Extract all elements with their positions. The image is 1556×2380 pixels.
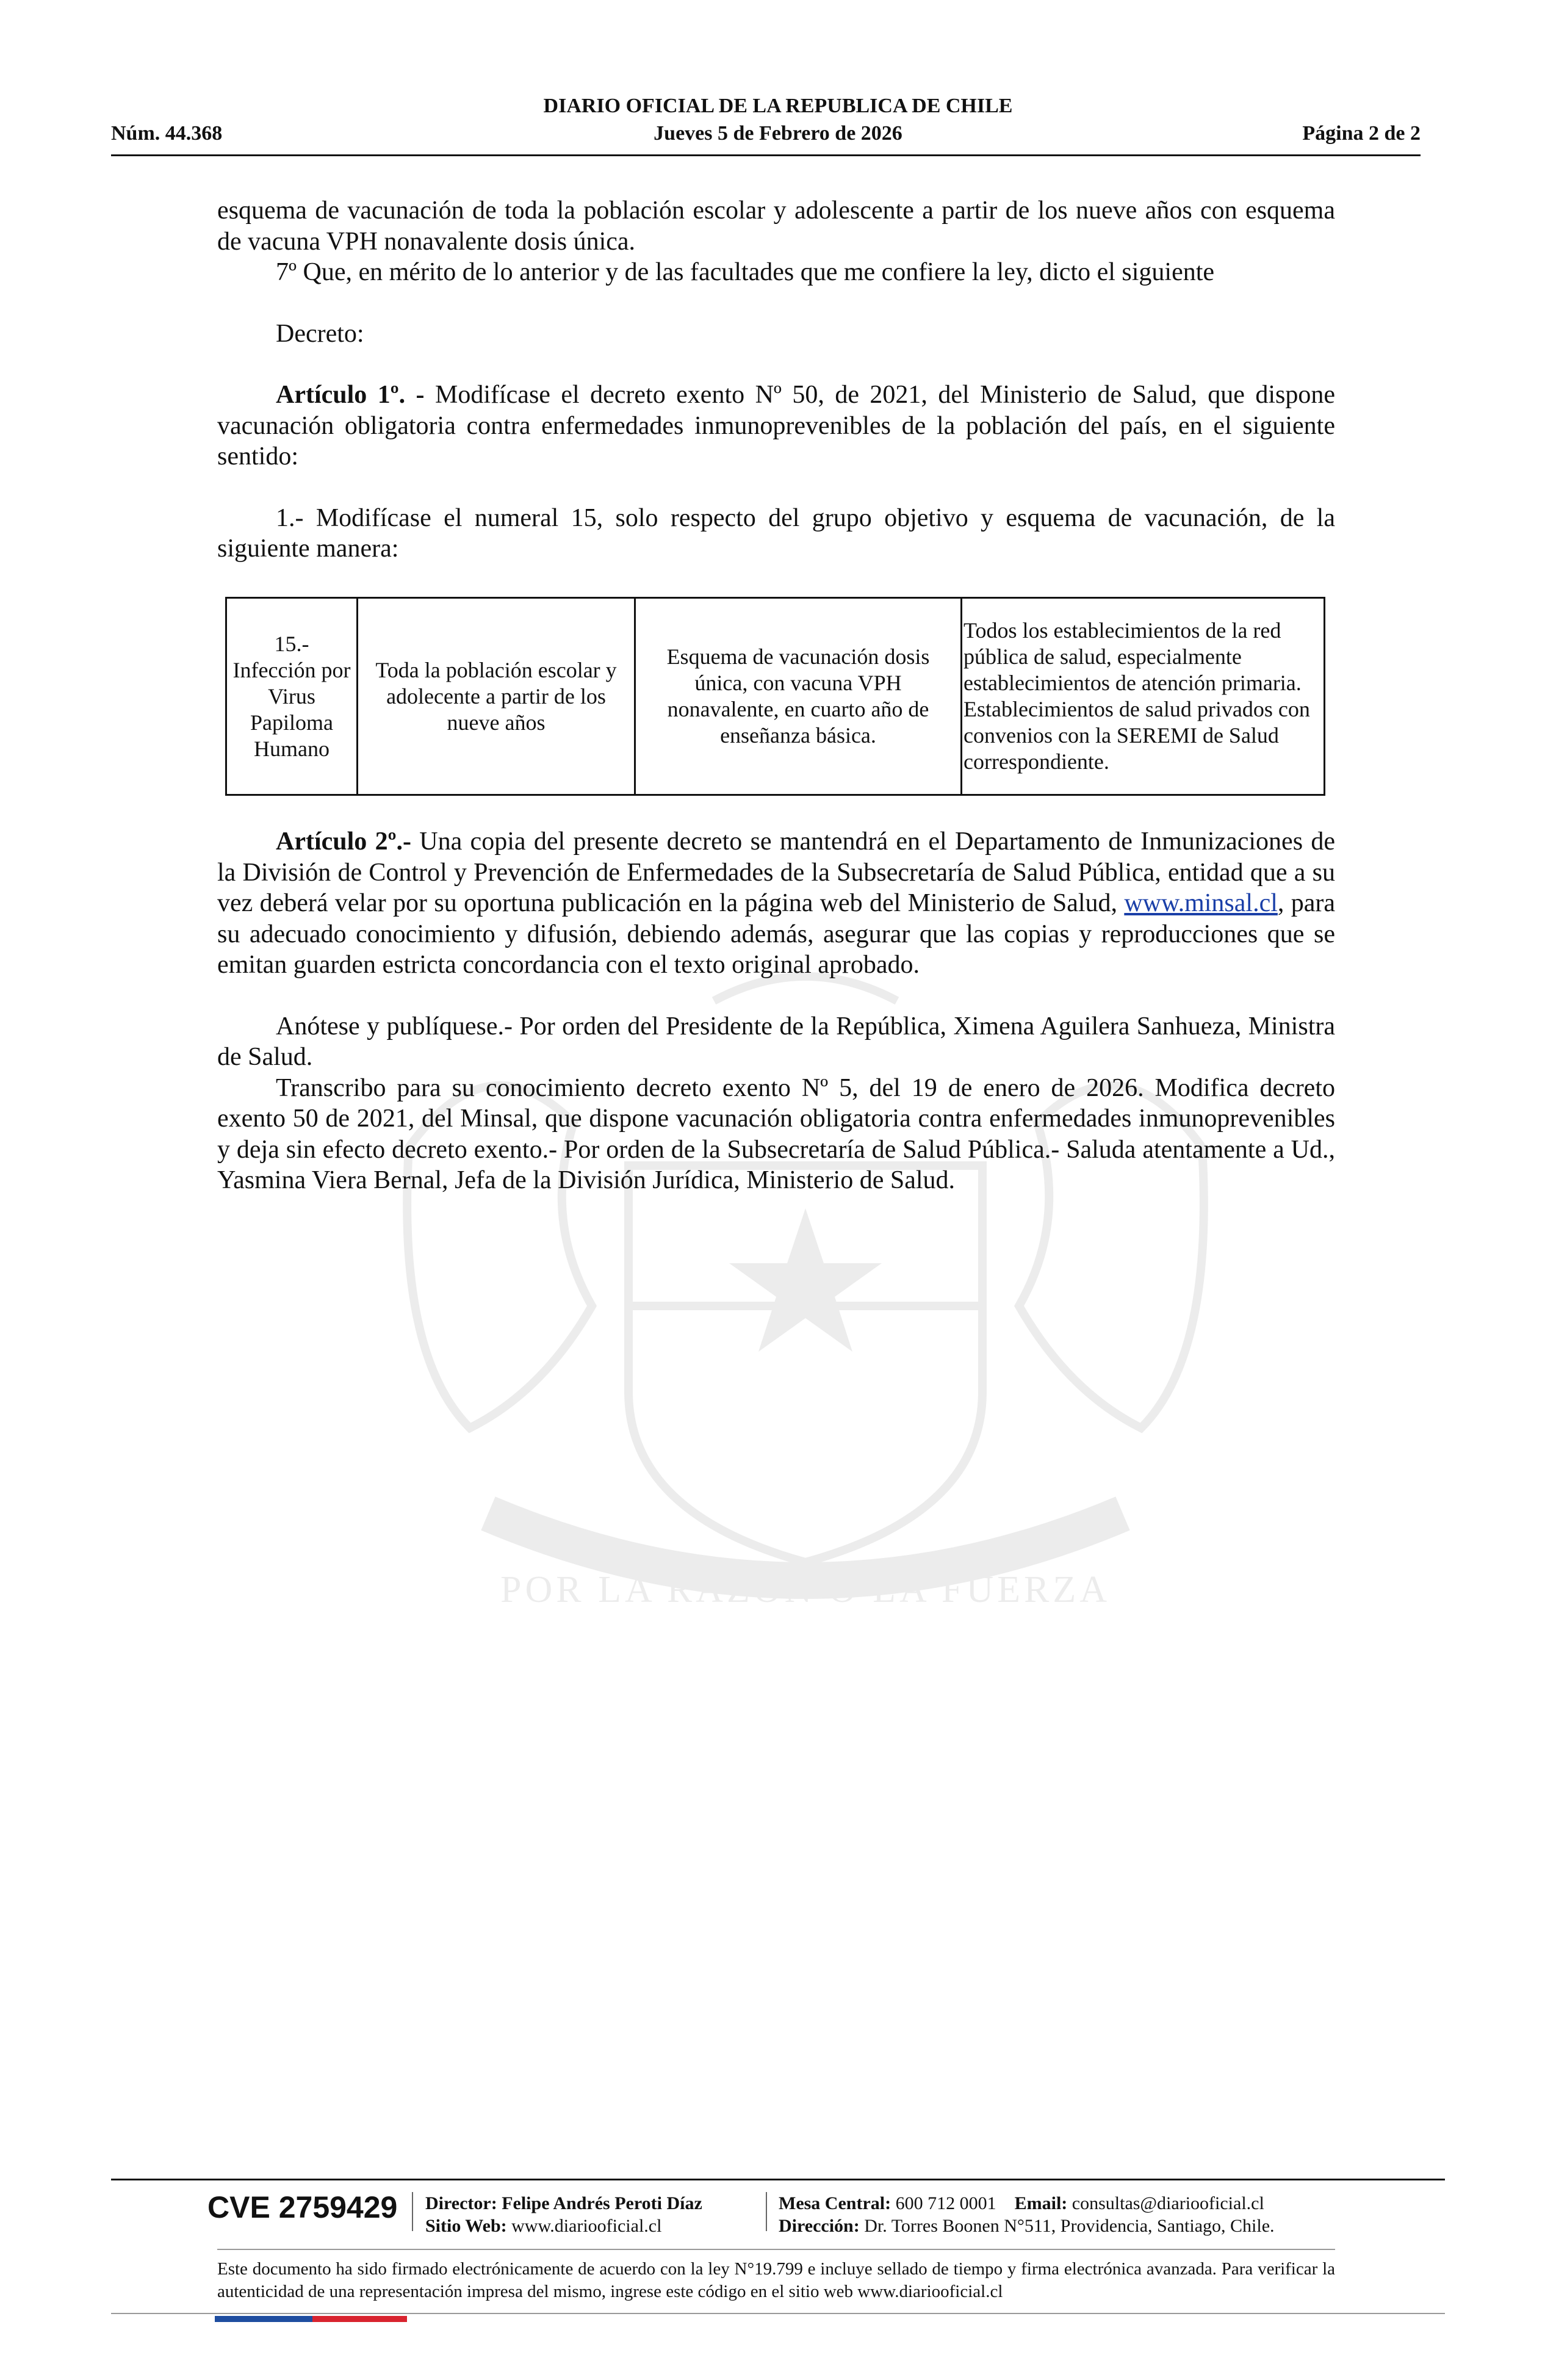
article-1-text: Modifícase el decreto exento Nº 50, de 2021, del Ministerio de Salud, que dispone vacunación obligatoria contra enfermedades inmunoprevenibles de la población del país, en el siguiente sentido: — [217, 381, 1335, 471]
email-address[interactable]: consultas@diariooficial.cl — [1072, 2193, 1264, 2213]
closing-transcription: Transcribo para su conocimiento decreto exento Nº 5, del 19 de enero de 2026. Modifica decreto exento 50 de 2021, del Minsal, que dispone vacunación obligatoria contra enfermedades inmunoprevenibles y deja sin efecto decreto exento.- Por orden de la Subsecretaría de Salud Pública.- Saluda atentamente a Ud., Yasmina Viera Bernal, Jefa de la División Jurídica, Ministerio de Salud. — [217, 1073, 1335, 1194]
footer-bottom-divider — [111, 2313, 1445, 2314]
issue-number: Núm. 44.368 — [111, 122, 223, 145]
site-label: Sitio Web: — [425, 2216, 507, 2236]
address-text: Dr. Torres Boonen N°511, Providencia, Santiago, Chile. — [864, 2216, 1275, 2236]
minsal-link[interactable]: www.minsal.cl — [1124, 889, 1278, 917]
director-name: Felipe Andrés Peroti Díaz — [502, 2193, 702, 2213]
flag-stripe-red — [312, 2316, 407, 2322]
footer-divider — [111, 2179, 1445, 2180]
cve-code: CVE 2759429 — [207, 2190, 398, 2224]
table-cell-establishments — [962, 598, 1325, 795]
mesa-phone: 600 712 0001 — [895, 2193, 996, 2213]
publication-date: Jueves 5 de Febrero de 2026 — [654, 122, 902, 145]
electronic-signature-note: Este documento ha sido firmado electrónicamente de acuerdo con la ley N°19.799 e incluye sellado de tiempo y firma electrónica avanzada. Para verificar la autenticidad de una representación impresa del mismo, ingrese este código en el sitio web www.diariooficial.cl — [217, 2259, 1335, 2301]
article-1 — [217, 380, 1335, 472]
table-cell-target-group: Toda la población escolar y adolecente a partir de los nueve años — [358, 598, 635, 795]
table-row — [226, 598, 1325, 795]
header-divider — [111, 154, 1421, 156]
decreto-label: Decreto: — [276, 319, 364, 348]
article-2-text-b: , para su adecuado conocimiento y difusión, debiendo además, asegurar que las copias y reproducciones que se emitan guarden estricta concordancia con el texto original aprobado. — [217, 889, 1335, 979]
paragraph-vaccination-scheme: esquema de vacunación de toda la población escolar y adolescente a partir de los nueve años con esquema de vacuna VPH nonavalente dosis única. — [217, 197, 1335, 256]
publication-title: DIARIO OFICIAL DE LA REPUBLICA DE CHILE — [543, 95, 1013, 117]
footer-contact-block — [779, 2192, 1275, 2237]
footer-inner-divider — [217, 2249, 1335, 2250]
mesa-label: Mesa Central: — [779, 2193, 891, 2213]
paragraph-considerando-7: 7º Que, en mérito de lo anterior y de las facultades que me confiere la ley, dicto el siguiente — [276, 258, 1215, 286]
footer-separator — [412, 2192, 413, 2231]
table-cell-disease: 15.- Infección por Virus Papiloma Humano — [226, 598, 358, 795]
establishments-public: Todos los establecimientos de la red pública de salud, especialmente establecimientos de atención primaria. — [963, 618, 1302, 695]
address-label: Dirección: — [779, 2216, 860, 2236]
watermark-motto: POR LA RAZON O LA FUERZA — [500, 1569, 1111, 1610]
article-2-text-a: Una copia del presente decreto se mantendrá en el Departamento de Inmunizaciones de la División de Control y Prevención de Enfermedades de la Subsecretaría de Salud Pública, entidad que a su vez deberá velar por su oportuna publicación en la página web del Ministerio de Salud, — [217, 828, 1335, 917]
article-1-label: Artículo 1º. - — [276, 381, 425, 409]
flag-stripe-blue — [215, 2316, 312, 2322]
page-indicator: Página 2 de 2 — [1302, 122, 1421, 145]
director-label: Director: — [425, 2193, 497, 2213]
site-url[interactable]: www.diariooficial.cl — [511, 2216, 662, 2236]
closing-signature: Anótese y publíquese.- Por orden del Presidente de la República, Ximena Aguilera Sanhueza, Ministra de Salud. — [217, 1012, 1335, 1071]
decree-body-bottom — [217, 826, 1335, 1196]
email-label: Email: — [1014, 2193, 1068, 2213]
footer-director-block — [425, 2192, 702, 2237]
establishments-private: Establecimientos de salud privados con convenios con la SEREMI de Salud correspondiente. — [963, 697, 1310, 774]
article-2 — [217, 826, 1335, 981]
table-cell-scheme: Esquema de vacunación dosis única, con vacuna VPH nonavalente, en cuarto año de enseñanza básica. — [635, 598, 962, 795]
article-1-item-1: 1.- Modifícase el numeral 15, solo respecto del grupo objetivo y esquema de vacunación, de la siguiente manera: — [217, 503, 1335, 563]
decree-body-top — [217, 195, 1335, 564]
article-2-label: Artículo 2º.- — [276, 828, 411, 856]
vaccination-table — [225, 597, 1325, 796]
footer-separator — [766, 2192, 767, 2231]
